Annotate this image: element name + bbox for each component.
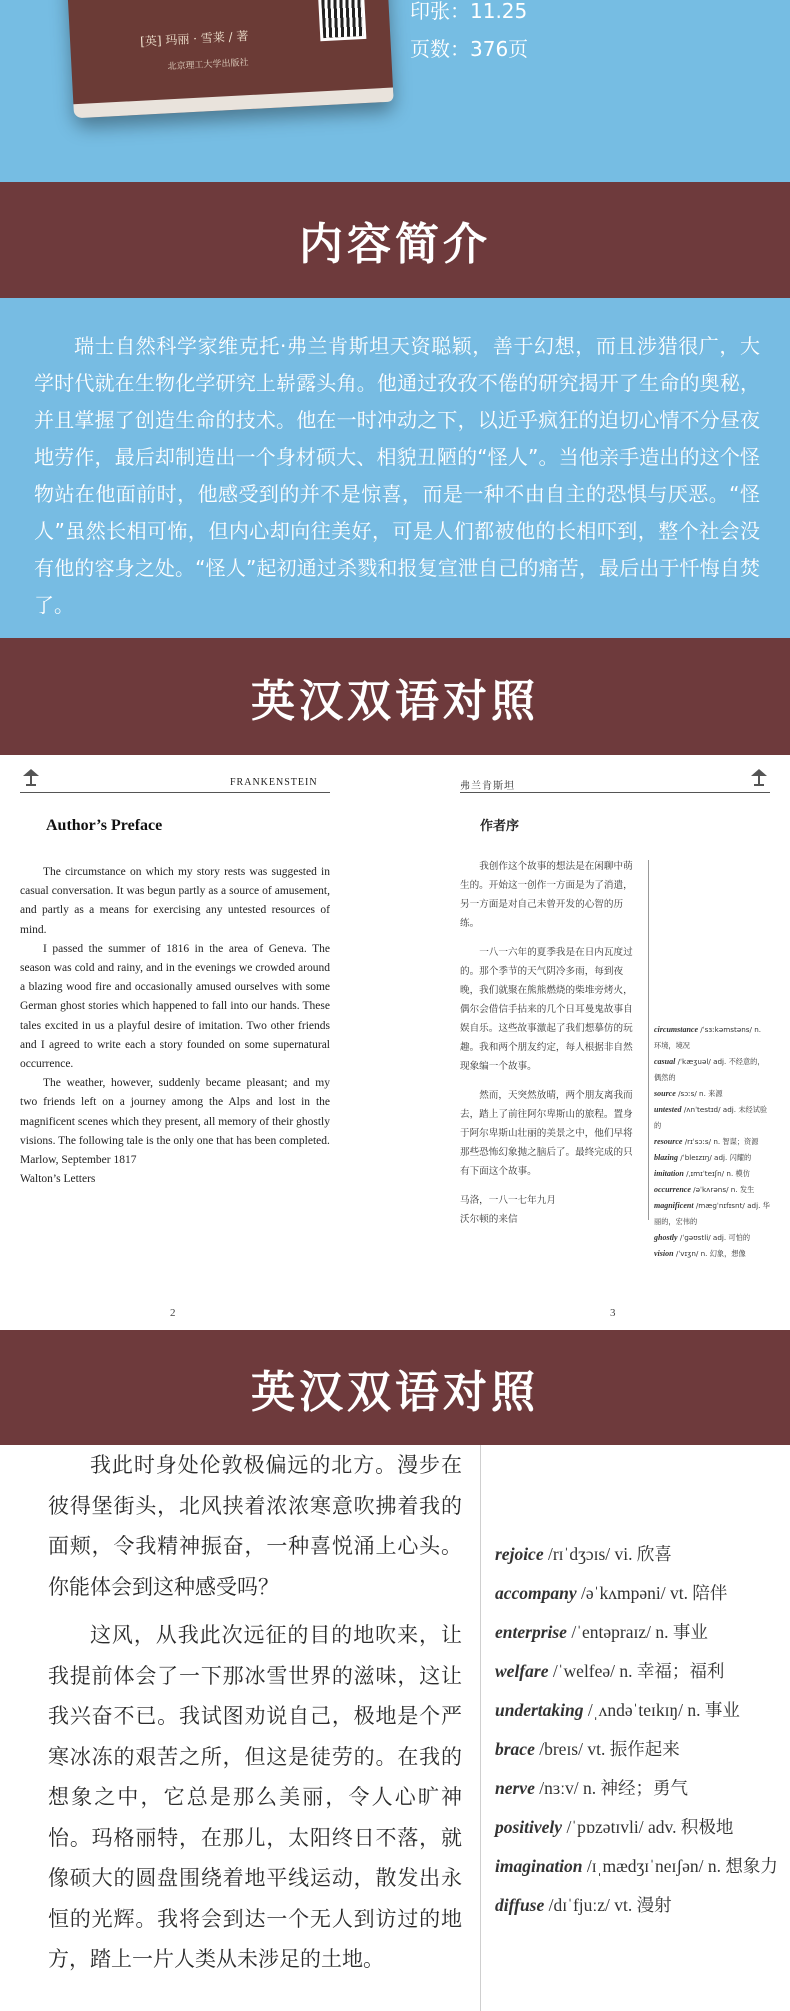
glossary-entry: imagination /ɪˌmædʒɪˈneɪʃən/ n. 想象力 xyxy=(495,1856,778,1876)
left-page xyxy=(20,755,330,1330)
glossary-entry: brace /breɪs/ vt. 振作起来 xyxy=(495,1739,680,1759)
glossary-entry: circumstance /ˈsɜːkəmstəns/ n. 环境，境况 xyxy=(654,1025,762,1050)
book-cover-area xyxy=(0,0,790,182)
glossary-entry: ghostly /ˈɡəʊstli/ adj. 可怕的 xyxy=(654,1233,751,1242)
lamp-icon xyxy=(20,767,42,785)
author-preface-body xyxy=(20,863,330,1189)
left-page-number: 2 xyxy=(170,1307,176,1319)
excerpt-divider xyxy=(480,1445,481,2011)
bilingual-excerpt xyxy=(0,1445,790,2011)
glossary-entry: enterprise /ˈentəpraɪz/ n. 事业 xyxy=(495,1622,708,1642)
intro-paragraph: 瑞士自然科学家维克托·弗兰肯斯坦天资聪颖，善于幻想，而且涉猎很广，大学时代就在生物化学研究上崭露头角。他通过孜孜不倦的研究揭开了生命的奥秘，并且掌握了创造生命的技术。他在一时冲动之下，以近乎疯狂的迫切心情不分昼夜地劳作，最后却制造出一个身材硕大、相貌丑陋的“怪人”。当他亲手造出的这个怪物站在他面前时，他感受到的并不是惊喜，而是一种不由自主的恐惧与厌恶。“怪人”虽然长相可怖，但内心却向往美好，可是人们都被他的长相吓到，整个社会没有他的容身之处。“怪人”起初通过杀戮和报复宣泄自己的痛苦，最后出于忏悔自焚了。 xyxy=(34,334,760,617)
intro-section xyxy=(0,298,790,638)
zh-paragraph: 我创作这个故事的想法是在闲聊中萌生的。开始这一创作一方面是为了消遣，另一方面是对自己未曾开发的心智的历练。 xyxy=(460,861,633,929)
zh-next-chapter: 沃尔顿的来信 xyxy=(460,1214,518,1225)
excerpt-glossary xyxy=(495,1535,785,1925)
bilingual-title-2: 英汉双语对照 xyxy=(251,1366,539,1418)
glossary-entry: undertaking /ˌʌndəˈteɪkɪŋ/ n. 事业 xyxy=(495,1700,740,1720)
intro-title: 内容简介 xyxy=(299,219,491,270)
glossary-entry: accompany /əˈkʌmpəni/ vt. 陪伴 xyxy=(495,1583,728,1603)
book-page-edge xyxy=(73,88,393,119)
book-cover-image xyxy=(66,0,393,118)
sheets-text: 印张：11.25 xyxy=(410,0,528,23)
glossary-entry: welfare /ˈwelfeə/ n. 幸福；福利 xyxy=(495,1661,725,1681)
glossary-entry: source /sɔːs/ n. 来源 xyxy=(654,1089,723,1098)
intro-banner xyxy=(0,182,790,298)
preface-paragraph: The weather, however, suddenly became pleasant; and my two friends left on a journey among the Alps and lost in the magnificent scenes which they present, all memory of their ghostly visions. The following tale is the only one that has been completed. xyxy=(20,1077,330,1147)
bilingual-banner-2 xyxy=(0,1330,790,1445)
page-count-text: 页数：376页 xyxy=(410,37,529,61)
left-header-rule xyxy=(20,792,330,793)
zh-paragraph: 然而，天突然放晴，两个朋友离我而去，踏上了前往阿尔卑斯山的旅程。置身于阿尔卑斯山壮丽的美景之中，他们早将那些恐怖幻象抛之脑后了。最终完成的只有下面这个故事。 xyxy=(460,1090,633,1177)
zh-paragraph: 一八一六年的夏季我是在日内瓦度过的。那个季节的天气阴冷多雨，每到夜晚，我们就聚在熊熊燃烧的柴堆旁烤火，偶尔会借信手拈来的几个日耳曼鬼故事自娱自乐。这些故事激起了我们想摹仿的玩趣。我和两个朋友约定，每人根据非自然现象编一个故事。 xyxy=(460,947,633,1072)
right-page xyxy=(460,755,770,1330)
glossary-divider xyxy=(648,860,649,1220)
lamp-icon xyxy=(748,767,770,785)
book-author-mark: [英] 玛丽 · 雪莱 / 著 xyxy=(139,29,249,49)
zh-signature: 马洛，一八一七年九月 xyxy=(460,1195,556,1206)
glossary-entry: casual /ˈkæʒuəl/ adj. 不经意的，偶然的 xyxy=(654,1057,765,1082)
glossary-entry: rejoice /rɪˈdʒɔɪs/ vi. 欣喜 xyxy=(495,1544,672,1564)
preface-paragraph: I passed the summer of 1816 in the area of Geneva. The season was cold and rainy, and in the evenings we crowded around a blazing wood fire and occasionally amused ourselves with some German ghost stories which happened to fall into our hands. These tales excited in us a playful desire of imitation. Two other friends and I agreed to write each a story founded on some supernatural occurrence. xyxy=(20,942,330,1071)
preface-paragraph: The circumstance on which my story rests was suggested in casual conversation. It was begun partly as a source of amusement, and partly as a means for exercising any untested resources of mind. xyxy=(20,866,330,936)
glossary-entry: resource /rɪˈsɔːs/ n. 智谋；资源 xyxy=(654,1137,759,1146)
glossary-entry: nerve /nɜːv/ n. 神经；勇气 xyxy=(495,1778,689,1798)
glossary-entry: imitation /ˌɪmɪˈteɪʃn/ n. 模仿 xyxy=(654,1169,750,1178)
glossary-entry: untested /ʌnˈtestɪd/ adj. 未经试验的 xyxy=(654,1105,768,1130)
author-preface-title: Author’s Preface xyxy=(46,817,163,834)
zh-preface-title: 作者序 xyxy=(480,819,520,834)
book-specs xyxy=(410,0,528,68)
next-chapter-title: Walton’s Letters xyxy=(20,1173,96,1186)
excerpt-paragraph: 我此时身处伦敦极偏远的北方。漫步在彼得堡街头，北风挟着浓浓寒意吹拂着我的面颊，令我精神振奋，一种喜悦涌上心头。你能体会到这种感受吗？ xyxy=(48,1453,462,1599)
right-running-header: 弗兰肯斯坦 xyxy=(460,781,515,792)
book-spread xyxy=(0,755,790,1330)
excerpt-paragraph: 这风，从我此次远征的目的地吹来，让我提前体会了一下那冰雪世界的滋味，这让我兴奋不已。我试图劝说自己，极地是个严寒冰冻的艰苦之所，但这是徒劳的。在我的想象之中，它总是那么美丽，令人心旷神怡。玛格丽特，在那儿，太阳终日不落，就像硕大的圆盘围绕着地平线运动，散发出永恒的光辉。我将会到达一个无人到访过的地方，踏上一片人类从未涉足的土地。 xyxy=(48,1623,462,1971)
left-running-header: FRANKENSTEIN xyxy=(230,777,318,788)
right-page-number: 3 xyxy=(610,1307,616,1319)
book-publisher-mark: 北京理工大学出版社 xyxy=(167,58,249,73)
glossary-entry: positively /ˈpɒzətɪvli/ adv. 积极地 xyxy=(495,1817,734,1837)
excerpt-text xyxy=(48,1445,462,2011)
glossary-entry: magnificent /mæɡˈnɪfɪsnt/ adj. 华丽的，宏伟的 xyxy=(654,1201,770,1226)
bilingual-title-1: 英汉双语对照 xyxy=(251,675,539,727)
glossary-entry: occurrence /əˈkʌrəns/ n. 发生 xyxy=(654,1185,755,1194)
glossary-entry: diffuse /dɪˈfjuːz/ vt. 漫射 xyxy=(495,1895,672,1915)
qr-code-icon xyxy=(318,0,366,41)
glossary-entry: blazing /ˈbleɪzɪŋ/ adj. 闪耀的 xyxy=(654,1153,752,1162)
glossary-entry: vision /ˈvɪʒn/ n. 幻象，想像 xyxy=(654,1249,746,1258)
zh-preface-body xyxy=(460,857,642,1229)
bilingual-banner-1 xyxy=(0,638,790,755)
spread-glossary xyxy=(654,1022,770,1262)
preface-signature: Marlow, September 1817 xyxy=(20,1154,137,1167)
right-header-rule xyxy=(460,792,770,793)
